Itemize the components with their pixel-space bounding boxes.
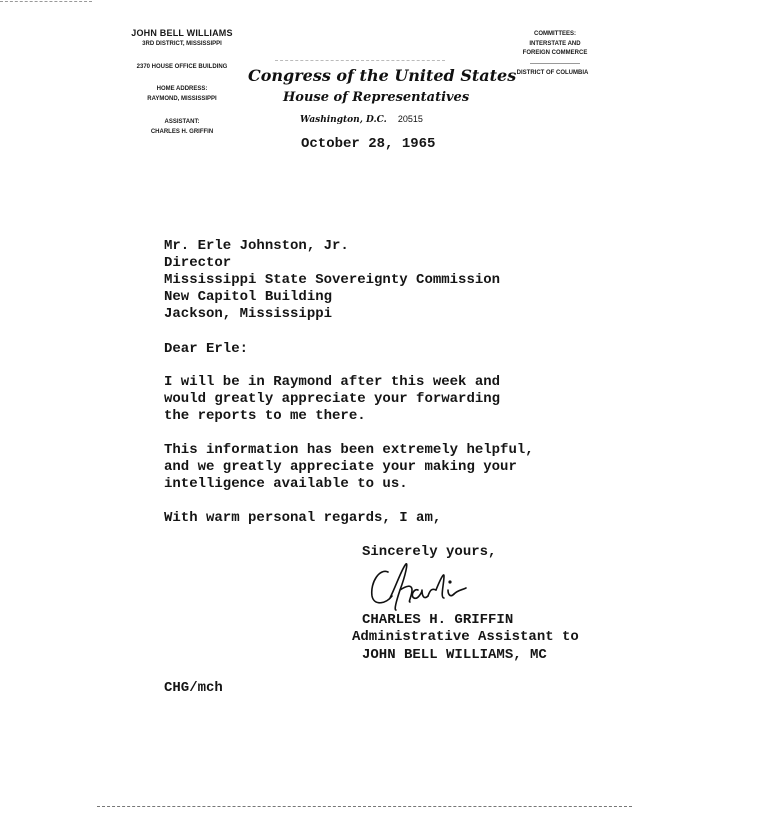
washington-zip: 20515 (397, 114, 423, 124)
bottom-scan-rule (97, 806, 632, 807)
congress-title: Congress of the United States (248, 66, 517, 85)
office-address: 2370 HOUSE OFFICE BUILDING (136, 64, 228, 70)
recipient-line: Director (164, 255, 232, 271)
committee-dc: DISTRICT OF COLUMBIA (516, 70, 589, 76)
house-title: House of Representatives (283, 90, 470, 105)
committee-foreign-commerce: FOREIGN COMMERCE (522, 50, 588, 56)
home-address: RAYMOND, MISSISSIPPI (147, 96, 217, 102)
committees-label: COMMITTEES: (534, 31, 576, 37)
letterhead-top-rule (275, 60, 445, 61)
closing-line: With warm personal regards, I am, (164, 510, 442, 526)
committee-divider (530, 63, 580, 64)
recipient-line: New Capitol Building (164, 289, 333, 305)
scan-edge-mark (0, 1, 92, 2)
signer-title: Administrative Assistant to (352, 629, 579, 645)
paragraph-line: and we greatly appreciate your making your (164, 459, 517, 475)
sign-off: Sincerely yours, (362, 544, 497, 560)
home-address-label: HOME ADDRESS: (156, 86, 208, 92)
assistant-name: CHARLES H. GRIFFIN (150, 129, 214, 135)
recipient-line: Mississippi State Sovereignty Commission (164, 272, 501, 288)
recipient-line: Jackson, Mississippi (164, 306, 333, 322)
washington-city: Washington, D.C. (300, 115, 387, 125)
washington-line (300, 114, 423, 125)
paragraph-line: intelligence available to us. (164, 476, 408, 492)
letter-date: October 28, 1965 (301, 136, 436, 152)
paragraph-line: the reports to me there. (164, 408, 366, 424)
committee-interstate: INTERSTATE AND (529, 41, 581, 47)
congressman-name: JOHN BELL WILLIAMS (131, 28, 233, 38)
reference-initials: CHG/mch (164, 680, 223, 696)
recipient-line: Mr. Erle Johnston, Jr. (164, 238, 349, 254)
paragraph-line: I will be in Raymond after this week and (164, 374, 501, 390)
salutation: Dear Erle: (164, 341, 249, 357)
signer-on-behalf-of: JOHN BELL WILLIAMS, MC (362, 647, 547, 663)
signer-name: CHARLES H. GRIFFIN (362, 612, 514, 628)
paragraph-line: would greatly appreciate your forwarding (164, 391, 501, 407)
handwritten-signature (366, 560, 470, 614)
paragraph-line: This information has been extremely helpful, (164, 442, 534, 458)
assistant-label: ASSISTANT: (164, 119, 200, 125)
congressman-district: 3RD DISTRICT, MISSISSIPPI (142, 41, 222, 47)
